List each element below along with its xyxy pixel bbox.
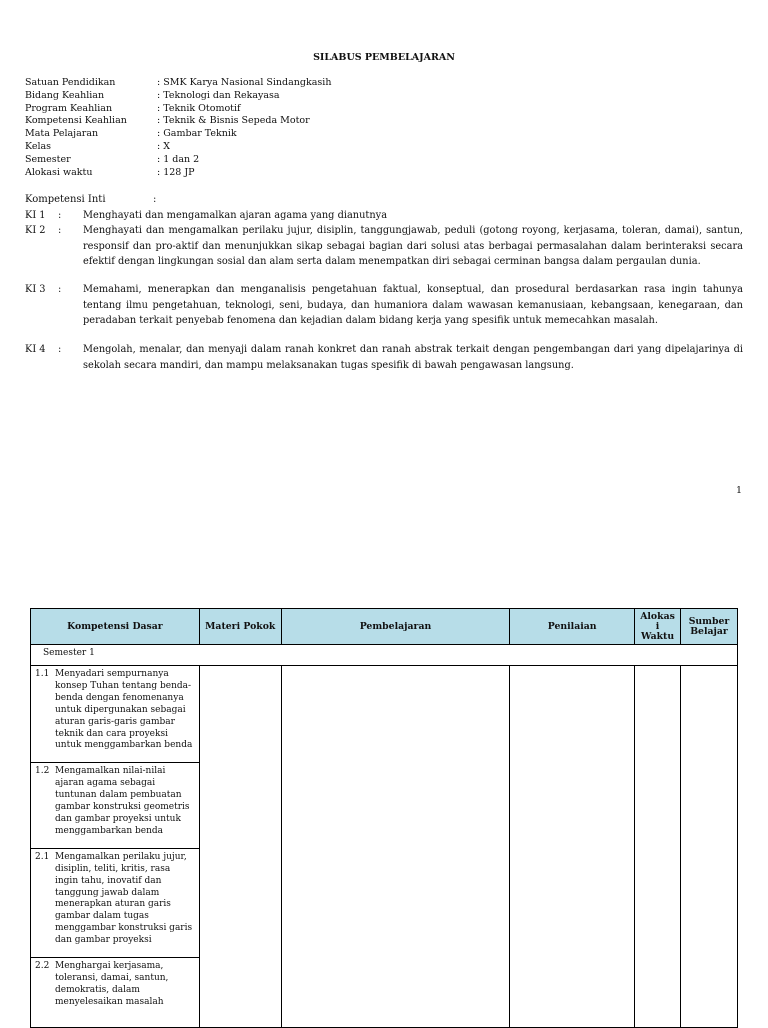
info-row-kelas: Kelas : X	[25, 140, 170, 152]
ki-1: KI 1 : Menghayati dan mengamalkan ajaran agama yang dianutnya	[25, 210, 388, 221]
header-pembelajaran: Pembelajaran	[281, 609, 510, 645]
info-row-satuan: Satuan Pendidikan : SMK Karya Nasional Sindangkasih	[25, 77, 332, 88]
semester-row	[31, 645, 738, 666]
penilaian-cell	[510, 666, 635, 1028]
kd-item: 2.2 Menghargai kerjasama, toleransi, damai, santun, demokratis, dalam menyelesaikan masalah	[31, 957, 199, 1019]
header-sumber-belajar: Sumber Belajar	[681, 609, 738, 645]
table-row	[31, 666, 738, 1028]
info-row-bidang: Bidang Keahlian : Teknologi dan Rekayasa	[25, 89, 280, 101]
info-row-semester: Semester : 1 dan 2	[25, 153, 200, 165]
kompetensi-inti-heading: Kompetensi Inti :	[25, 194, 157, 205]
sumber-belajar-cell	[681, 666, 738, 1028]
kd-item: 1.1 Menyadari sempurnanya konsep Tuhan tentang benda-benda dengan fenomenanya untuk dipergunakan sebagai aturan garis-garis gambar teknik dan cara proyeksi untuk menggambarkan benda	[35, 669, 193, 751]
header-materi-pokok: Materi Pokok	[199, 609, 281, 645]
kd-cell	[31, 666, 200, 1028]
table-header-row	[31, 609, 738, 645]
kd-item: 1.2 Mengamalkan nilai-nilai ajaran agama sebagai tuntunan dalam pembuatan gambar konstruksi geometris dan gambar proyeksi untuk menggambarkan benda	[31, 762, 199, 847]
kd-item: 2.1 Mengamalkan perilaku jujur, disiplin, teliti, kritis, rasa ingin tahu, inovatif dan tanggung jawab dalam menerapkan aturan garis gambar dalam tugas menggambar konstruksi garis dan gambar proyeksi	[31, 848, 199, 957]
identity-block	[25, 77, 331, 179]
page-number: 1	[736, 485, 743, 496]
document-title: SILABUS PEMBELAJARAN	[313, 52, 455, 63]
ki-3: KI 3 : Memahami, menerapkan dan menganalisis pengetahuan faktual, konseptual, dan prosedural berdasarkan rasa ingin tahunya tentang ilmu pengetahuan, teknologi, seni, budaya, dan humaniora dalam wawasan kemanusiaan, kebangsaan, kenegaraan, dan peradaban terkait penyebab fenomena dan kejadian dalam bidang kerja yang spesifik untuk memecahkan masalah.	[25, 284, 743, 326]
info-row-program: Program Keahlian : Teknik Otomotif	[25, 102, 241, 114]
syllabus-table	[30, 608, 738, 1028]
semester-label: Semester 1	[31, 645, 738, 666]
materi-pokok-cell	[199, 666, 281, 1028]
ki-2: KI 2 : Menghayati dan mengamalkan perilaku jujur, disiplin, tanggungjawab, peduli (gotong royong, kerjasama, toleran, damai), santun, responsif dan pro-aktif dan menunjukkan sikap sebagai bagian dari solusi atas berbagai permasalahan dalam berinteraksi secara efektif dengan lingkungan sosial dan alam serta dalam menempatkan diri sebagai cerminan bangsa dalam pergaulan dunia.	[25, 225, 743, 267]
header-penilaian: Penilaian	[510, 609, 635, 645]
pembelajaran-cell	[281, 666, 510, 1028]
info-row-kompetensi: Kompetensi Keahlian : Teknik & Bisnis Sepeda Motor	[25, 115, 310, 127]
alokasi-waktu-cell	[635, 666, 681, 1028]
header-alokasi-waktu: Alokas i Waktu	[635, 609, 681, 645]
header-kompetensi-dasar: Kompetensi Dasar	[31, 609, 200, 645]
info-row-mapel: Mata Pelajaran : Gambar Teknik	[25, 128, 237, 140]
info-row-alokasi: Alokasi waktu : 128 JP	[25, 166, 195, 178]
ki-4: KI 4 : Mengolah, menalar, dan menyaji dalam ranah konkret dan ranah abstrak terkait dengan pengembangan dari yang dipelajarinya di sekolah secara mandiri, dan mampu melaksanakan tugas spesifik di bawah pengawasan langsung.	[25, 344, 743, 371]
